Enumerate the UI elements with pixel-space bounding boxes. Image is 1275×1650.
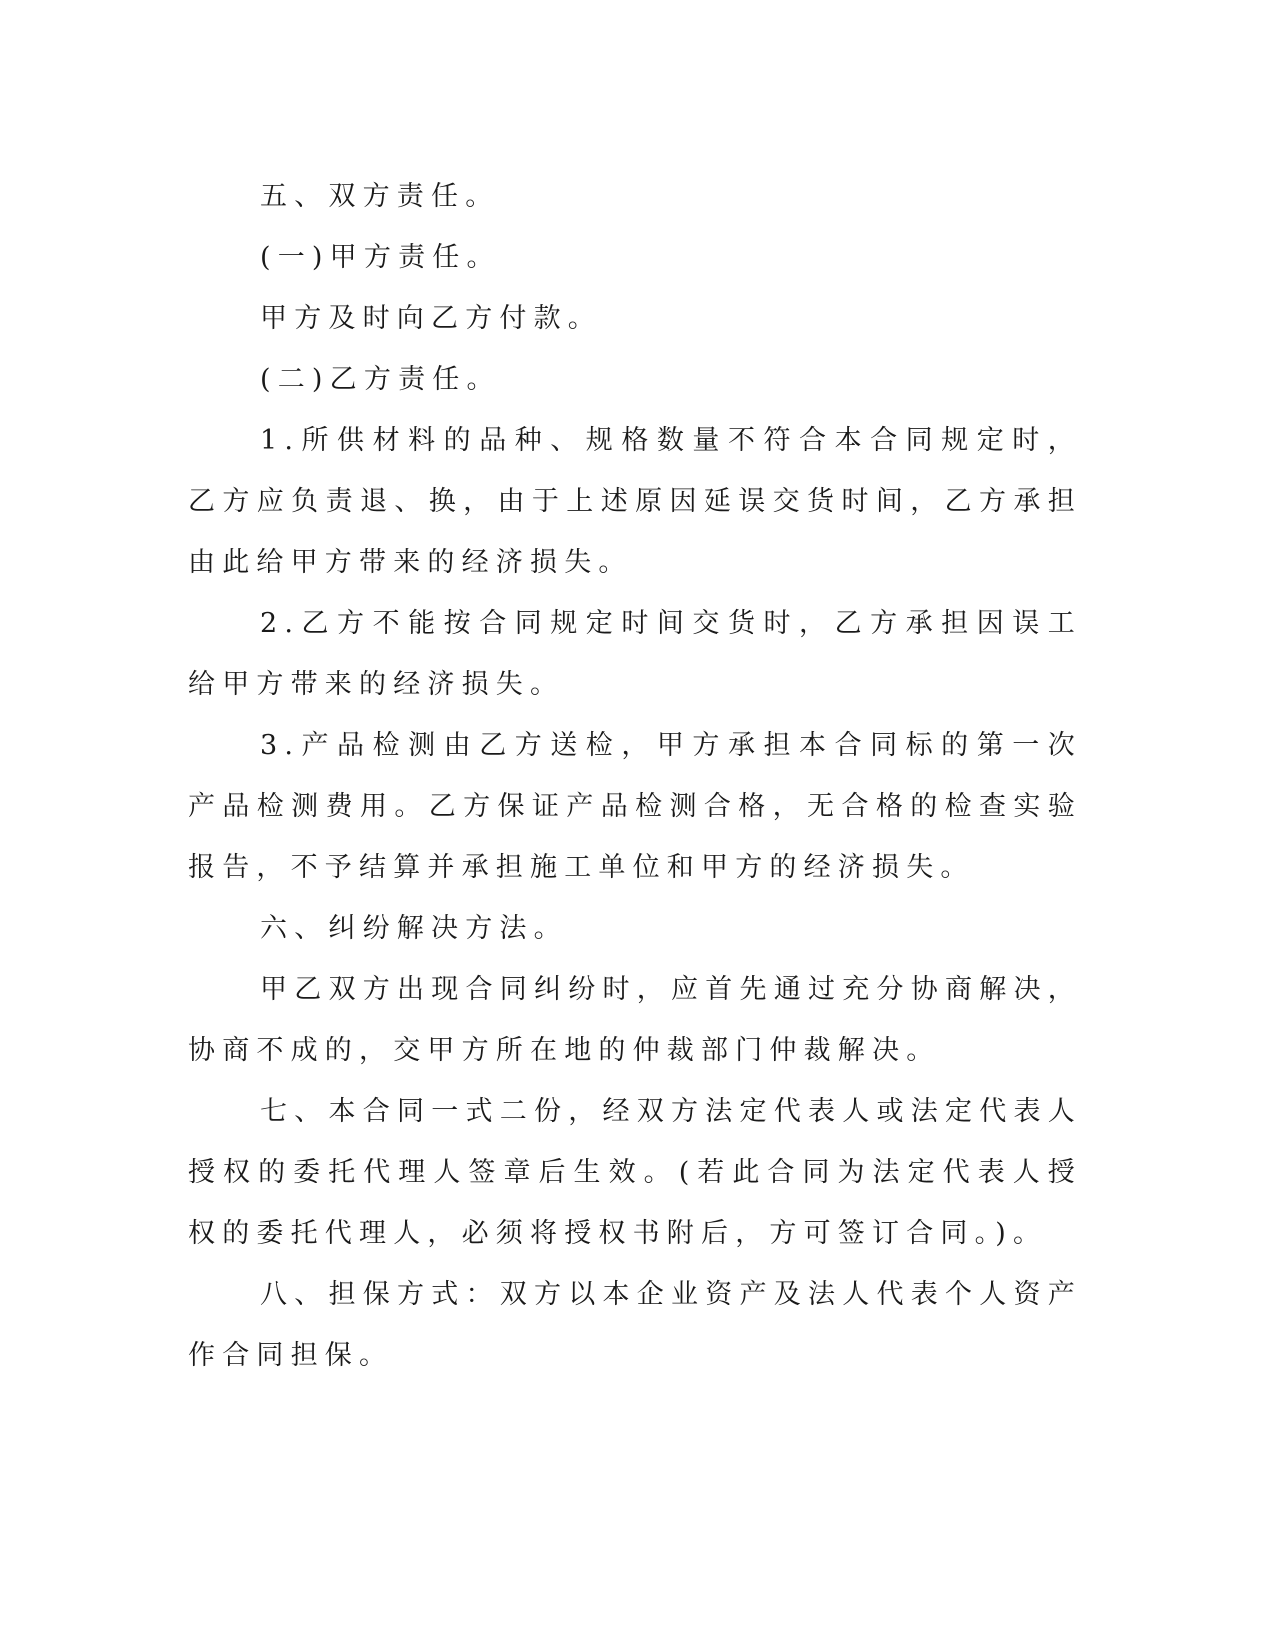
section-6-heading: 六、纠纷解决方法。: [260, 913, 568, 944]
section-5-heading: 五、双方责任。: [260, 181, 500, 212]
party-b-clause-3: 3.产品检测由乙方送检，甲方承担本合同标的第一次产品检测费用。乙方保证产品检测合格，无合格的检查实验报告，不予结算并承担施工单位和甲方的经济损失。: [188, 730, 1082, 883]
party-b-clause-2: 2.乙方不能按合同规定时间交货时，乙方承担因误工给甲方带来的经济损失。: [188, 608, 1082, 700]
party-b-responsibility-heading: (二)乙方责任。: [260, 364, 501, 395]
section-8-text: 八、担保方式：双方以本企业资产及法人代表个人资产作合同担保。: [188, 1279, 1082, 1371]
party-a-responsibility-text: 甲方及时向乙方付款。: [260, 303, 602, 334]
dispute-resolution-text: 甲乙双方出现合同纠纷时，应首先通过充分协商解决，协商不成的，交甲方所在地的仲裁部门仲裁解决。: [188, 974, 1082, 1066]
party-a-responsibility-heading: (一)甲方责任。: [260, 242, 501, 273]
document-body: [188, 166, 1082, 1386]
section-7-text: 七、本合同一式二份，经双方法定代表人或法定代表人授权的委托代理人签章后生效。(若此合同为法定代表人授权的委托代理人，必须将授权书附后，方可签订合同。)。: [188, 1096, 1082, 1249]
party-b-clause-1: 1.所供材料的品种、规格数量不符合本合同规定时，乙方应负责退、换，由于上述原因延误交货时间，乙方承担由此给甲方带来的经济损失。: [188, 425, 1082, 578]
